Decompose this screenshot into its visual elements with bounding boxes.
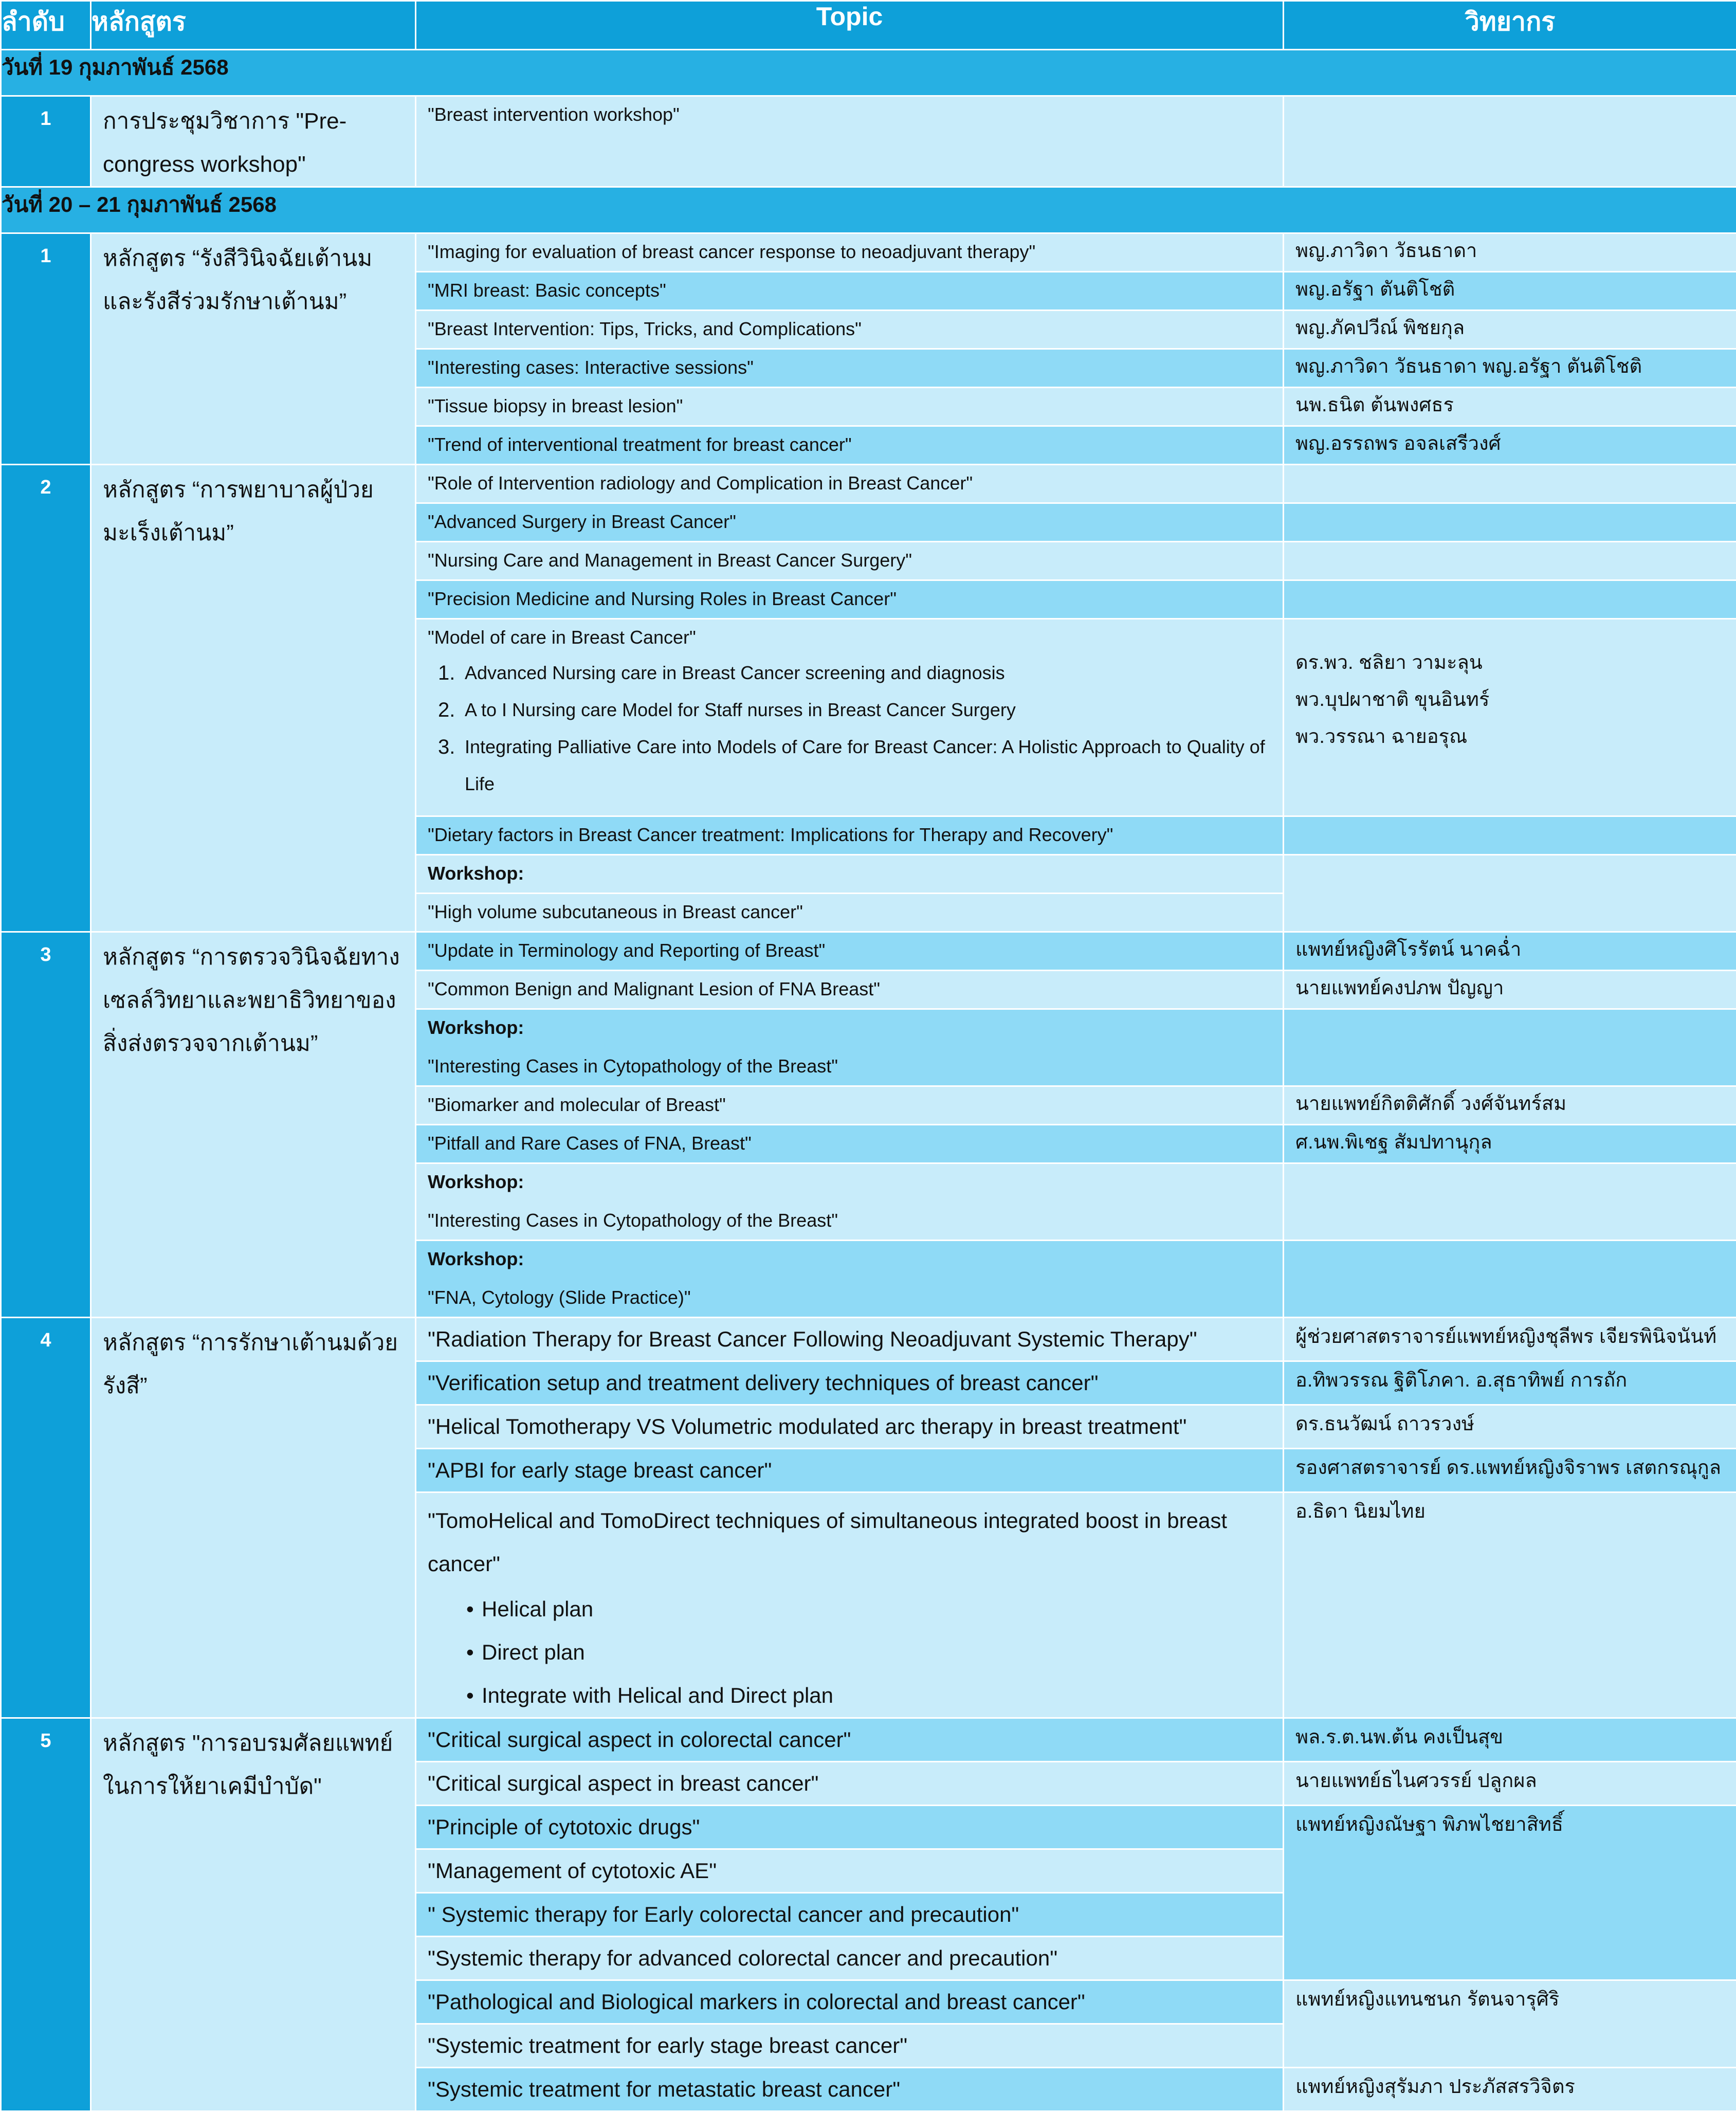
topic-cell: "Radiation Therapy for Breast Cancer Following Neoadjuvant Systemic Therapy"	[416, 1318, 1284, 1361]
speaker-cell: ผู้ช่วยศาสตราจารย์แพทย์หญิงชุลีพร เจียรพินิจนันท์	[1284, 1318, 1736, 1361]
list-item	[428, 729, 1272, 803]
list-text: A to I Nursing care Model for Staff nurses in Breast Cancer Surgery	[465, 699, 1016, 720]
speaker-cell: ศ.นพ.พิเชฐ สัมปทานุกุล	[1284, 1125, 1736, 1163]
topic-cell: "Pathological and Biological markers in colorectal and breast cancer"	[416, 1980, 1284, 2024]
workshop-label: Workshop:	[428, 1170, 1272, 1194]
row-number: 1	[1, 96, 91, 187]
topic-cell: "High volume subcutaneous in Breast cancer"	[416, 894, 1284, 932]
course-name: หลักสูตร “การตรวจวินิจฉัยทางเซลล์วิทยาและพยาธิวิทยาของสิ่งส่งตรวจจากเต้านม”	[91, 932, 416, 1318]
speaker-cell: พญ.อรรถพร อจลเสรีวงศ์	[1284, 426, 1736, 465]
topic-cell: "Breast intervention workshop"	[416, 96, 1284, 187]
speaker-cell: นายแพทย์ธไนศวรรย์ ปลูกผล	[1284, 1762, 1736, 1806]
speaker-cell: พญ.ภัคปวีณ์ พิชยกุล	[1284, 311, 1736, 349]
header-speaker: วิทยากร	[1284, 1, 1736, 50]
speaker-cell: นพ.ธนิต ต้นพงศธร	[1284, 388, 1736, 426]
speaker-cell: ดร.ธนวัฒน์ ถาวรวงษ์	[1284, 1405, 1736, 1449]
topic-text: "Interesting Cases in Cytopathology of the Breast"	[428, 1054, 1272, 1078]
speaker-cell	[1284, 1241, 1736, 1318]
table-row	[1, 932, 1736, 971]
speaker-cell	[1284, 96, 1736, 187]
speaker-cell: พล.ร.ต.นพ.ต้น คงเป็นสุข	[1284, 1718, 1736, 1762]
topic-text: "FNA, Cytology (Slide Practice)"	[428, 1286, 1272, 1309]
speaker-cell	[1284, 503, 1736, 542]
speaker-cell: พญ.ภาวิดา วัธนธาดา	[1284, 233, 1736, 272]
speaker-cell	[1284, 542, 1736, 580]
speaker-cell	[1284, 1163, 1736, 1241]
date-label: วันที่ 19 กุมภาพันธ์ 2568	[1, 50, 1736, 96]
list-item	[428, 691, 1272, 729]
topic-cell: "Helical Tomotherapy VS Volumetric modulated arc therapy in breast treatment"	[416, 1405, 1284, 1449]
topic-cell: "Critical surgical aspect in breast cancer"	[416, 1762, 1284, 1806]
list-text: Advanced Nursing care in Breast Cancer screening and diagnosis	[465, 662, 1005, 683]
table-row	[1, 1718, 1736, 1762]
topic-cell: "Interesting cases: Interactive sessions"	[416, 349, 1284, 388]
speaker-cell: แพทย์หญิงศิโรรัตน์ นาคฉ่ำ	[1284, 932, 1736, 971]
table-row	[1, 465, 1736, 503]
date-label: วันที่ 20 – 21 กุมภาพันธ์ 2568	[1, 187, 1736, 233]
header-course: หลักสูตร	[91, 1, 416, 50]
table-row	[1, 233, 1736, 272]
topic-cell: "Systemic treatment for early stage breast cancer"	[416, 2024, 1284, 2068]
topic-cell: "Trend of interventional treatment for breast cancer"	[416, 426, 1284, 465]
speaker-name: พว.วรรณา ฉายอรุณ	[1295, 718, 1731, 755]
table-row	[1, 96, 1736, 187]
topic-cell	[416, 1241, 1284, 1318]
topic-cell: "Dietary factors in Breast Cancer treatment: Implications for Therapy and Recovery"	[416, 816, 1284, 855]
topic-cell: "Principle of cytotoxic drugs"	[416, 1806, 1284, 1849]
speaker-cell: แพทย์หญิงสุรัมภา ประภัสสรวิจิตร	[1284, 2068, 1736, 2111]
topic-cell	[416, 1492, 1284, 1718]
speaker-cell: อ.ธิดา นิยมไทย	[1284, 1492, 1736, 1718]
topic-cell: "Update in Terminology and Reporting of Breast"	[416, 932, 1284, 971]
speaker-cell	[1284, 619, 1736, 816]
topic-cell: "Critical surgical aspect in colorectal cancer"	[416, 1718, 1284, 1762]
topic-cell: "Nursing Care and Management in Breast Cancer Surgery"	[416, 542, 1284, 580]
topic-cell: "Systemic therapy for advanced colorectal cancer and precaution"	[416, 1937, 1284, 1980]
topic-cell: "Management of cytotoxic AE"	[416, 1849, 1284, 1893]
date-row	[1, 187, 1736, 233]
date-row	[1, 50, 1736, 96]
speaker-cell: พญ.อรัฐา ตันติโชติ	[1284, 272, 1736, 311]
list-text: Integrating Palliative Care into Models of Care for Breast Cancer: A Holistic Approach to Quality of Life	[465, 736, 1265, 794]
header-number: ลำดับ	[1, 1, 91, 50]
workshop-label: Workshop:	[428, 1016, 1272, 1040]
row-number: 5	[1, 1718, 91, 2111]
header-topic: Topic	[416, 1, 1284, 50]
topic-cell	[416, 1009, 1284, 1086]
topic-text: "Interesting Cases in Cytopathology of the Breast"	[428, 1209, 1272, 1232]
course-name: หลักสูตร “การพยาบาลผู้ป่วยมะเร็งเต้านม”	[91, 465, 416, 932]
speaker-cell: พญ.ภาวิดา วัธนธาดา พญ.อรัฐา ตันติโชติ	[1284, 349, 1736, 388]
topic-cell: "Common Benign and Malignant Lesion of FNA Breast"	[416, 971, 1284, 1009]
list-text: Integrate with Helical and Direct plan	[482, 1683, 833, 1707]
topic-cell: "MRI breast: Basic concepts"	[416, 272, 1284, 311]
speaker-cell	[1284, 580, 1736, 619]
bullet-list	[428, 1588, 1272, 1717]
course-name: หลักสูตร “รังสีวินิจฉัยเต้านม และรังสีร่วมรักษาเต้านม”	[91, 233, 416, 465]
list-item: • Helical plan	[428, 1588, 1272, 1631]
speaker-cell	[1284, 1009, 1736, 1086]
course-name: การประชุมวิชาการ "Pre-congress workshop"	[91, 96, 416, 187]
topic-cell: "APBI for early stage breast cancer"	[416, 1449, 1284, 1492]
topic-cell: "Tissue biopsy in breast lesion"	[416, 388, 1284, 426]
course-name: หลักสูตร “การรักษาเต้านมด้วยรังสี”	[91, 1318, 416, 1718]
speaker-cell: นายแพทย์กิตติศักดิ์ วงศ์จันทร์สม	[1284, 1086, 1736, 1125]
list-text: Direct plan	[482, 1640, 585, 1664]
row-number: 3	[1, 932, 91, 1318]
topic-cell: "Breast Intervention: Tips, Tricks, and Complications"	[416, 311, 1284, 349]
workshop-label: Workshop:	[428, 1247, 1272, 1271]
speaker-cell: แพทย์หญิงแทนชนก รัตนจารุศิริ	[1284, 1980, 1736, 2068]
speaker-cell: อ.ทิพวรรณ ฐิติโภคา. อ.สุธาทิพย์ การถัก	[1284, 1361, 1736, 1405]
topic-cell: "Role of Intervention radiology and Complication in Breast Cancer"	[416, 465, 1284, 503]
topic-cell: "Verification setup and treatment delivery techniques of breast cancer"	[416, 1361, 1284, 1405]
topic-cell: " Systemic therapy for Early colorectal cancer and precaution"	[416, 1893, 1284, 1937]
list-item	[428, 654, 1272, 691]
list-number: 2.	[438, 691, 455, 729]
list-number: 1.	[438, 654, 455, 691]
topic-cell	[416, 619, 1284, 816]
topic-cell: "Systemic treatment for metastatic breast cancer"	[416, 2068, 1284, 2111]
topic-cell: "Pitfall and Rare Cases of FNA, Breast"	[416, 1125, 1284, 1163]
topic-title: "Model of care in Breast Cancer"	[428, 626, 1272, 649]
speaker-name: พว.บุปผาชาติ ขุนอินทร์	[1295, 681, 1731, 718]
speaker-cell	[1284, 816, 1736, 855]
numbered-list	[428, 654, 1272, 803]
speaker-name: ดร.พว. ชลิยา วามะลุน	[1295, 644, 1731, 681]
topic-cell: "Imaging for evaluation of breast cancer response to neoadjuvant therapy"	[416, 233, 1284, 272]
speaker-cell: แพทย์หญิงณัษฐา พิภพไชยาสิทธิ์	[1284, 1806, 1736, 1980]
row-number: 1	[1, 233, 91, 465]
topic-title: "TomoHelical and TomoDirect techniques of simultaneous integrated boost in breast cancer"	[428, 1499, 1272, 1586]
row-number: 2	[1, 465, 91, 932]
topic-cell: "Advanced Surgery in Breast Cancer"	[416, 503, 1284, 542]
topic-cell	[416, 1163, 1284, 1241]
list-number: 3.	[438, 729, 455, 766]
list-item: • Direct plan	[428, 1631, 1272, 1674]
topic-cell: "Precision Medicine and Nursing Roles in Breast Cancer"	[416, 580, 1284, 619]
speaker-cell	[1284, 855, 1736, 932]
row-number: 4	[1, 1318, 91, 1718]
topic-cell: "Biomarker and molecular of Breast"	[416, 1086, 1284, 1125]
speaker-cell: นายแพทย์คงปภพ ปัญญา	[1284, 971, 1736, 1009]
list-text: Helical plan	[482, 1597, 593, 1621]
list-item: • Integrate with Helical and Direct plan	[428, 1674, 1272, 1717]
table-row	[1, 1318, 1736, 1361]
workshop-label: Workshop:	[416, 855, 1284, 894]
speaker-cell	[1284, 465, 1736, 503]
course-name: หลักสูตร "การอบรมศัลยแพทย์ในการให้ยาเคมีบำบัด"	[91, 1718, 416, 2111]
header-row	[1, 1, 1736, 50]
speaker-cell: รองศาสตราจารย์ ดร.แพทย์หญิงจิราพร เสตกรณุกูล	[1284, 1449, 1736, 1492]
